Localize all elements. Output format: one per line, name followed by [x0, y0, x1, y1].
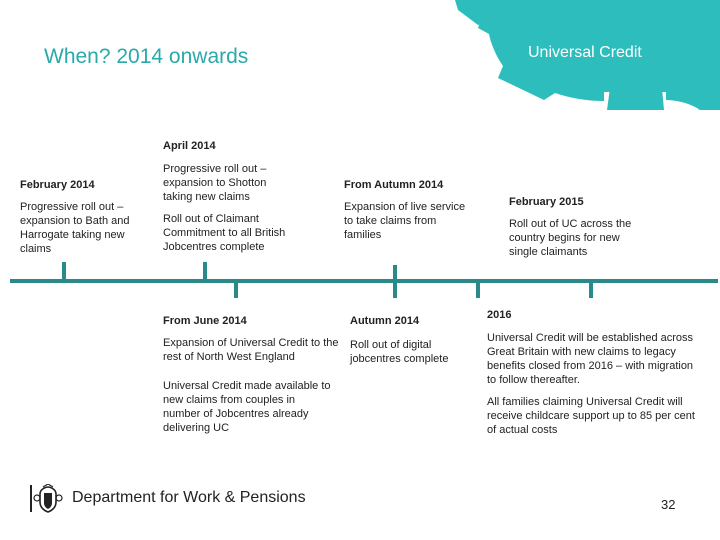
event-heading-autumn-2014: Autumn 2014: [350, 315, 420, 327]
timeline-tick-jun-2014: [234, 280, 238, 298]
timeline-tick-feb-2015: [589, 280, 593, 298]
event-text-apr-2014-a: Progressive roll out – expansion to Shotton taking new claims: [163, 163, 267, 203]
event-text-from-autumn-2014: Expansion of live service to take claims from families: [344, 201, 466, 241]
event-heading-apr-2014: April 2014: [163, 140, 216, 152]
event-text-jun-2014-a: Expansion of Universal Credit to the rest of North West England: [163, 337, 339, 363]
event-heading-feb-2015: February 2015: [509, 196, 584, 208]
event-heading-from-autumn-2014: From Autumn 2014: [344, 179, 444, 191]
royal-crest-icon: [30, 484, 66, 514]
event-text-2016-b: All families claiming Universal Credit will receive childcare support up to 85 per cent of actual costs: [487, 396, 695, 436]
event-text-jun-2014-b: Universal Credit made available to new claims from couples in number of Jobcentres already delivering UC: [163, 380, 331, 434]
event-text-apr-2014-b: Roll out of Claimant Commitment to all British Jobcentres complete: [163, 213, 286, 253]
department-name: Department for Work & Pensions: [72, 489, 306, 506]
event-text-2016-a: Universal Credit will be established across Great Britain with new claims to legacy benefits closed from 2016 – with migration to follow thereafter.: [487, 332, 694, 386]
page-number: 32: [661, 497, 676, 512]
event-heading-jun-2014: From June 2014: [163, 315, 247, 327]
timeline-tick-feb-2014: [62, 262, 66, 282]
event-text-feb-2014: Progressive roll out – expansion to Bath and Harrogate taking new claims: [20, 201, 130, 255]
event-heading-2016: 2016: [487, 309, 512, 321]
badge-title: Universal Credit: [528, 44, 642, 61]
event-text-feb-2015: Roll out of UC across the country begins for new single claimants: [509, 218, 632, 258]
gear-tooth-bottom: [607, 88, 664, 110]
event-text-autumn-2014: Roll out of digital jobcentres complete: [350, 339, 449, 365]
timeline-tick-2016: [476, 280, 480, 298]
timeline-tick-apr-2014: [203, 262, 207, 282]
timeline-line: [10, 279, 718, 283]
timeline-tick-autumn-2014: [393, 265, 397, 298]
event-heading-feb-2014: February 2014: [20, 179, 95, 191]
page-title: When? 2014 onwards: [44, 45, 249, 68]
